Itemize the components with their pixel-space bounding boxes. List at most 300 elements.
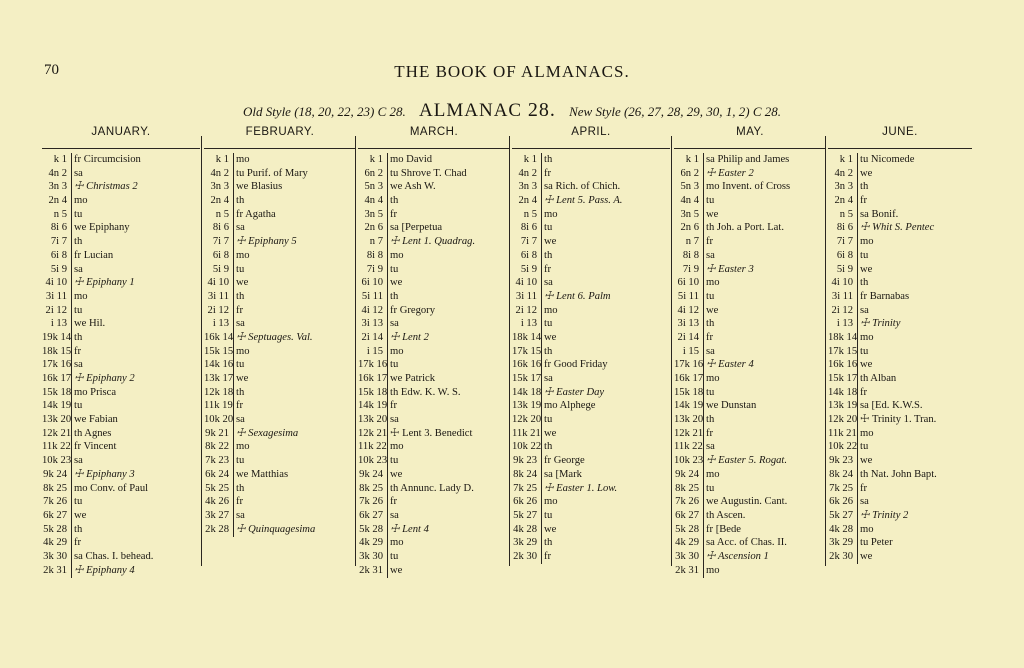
- almanac-number: 28.: [527, 99, 556, 121]
- day-entry: ☩ Easter Day: [544, 386, 605, 398]
- day-row: [828, 413, 972, 427]
- day-number: n 5: [523, 208, 537, 220]
- day-number: k 1: [523, 154, 537, 165]
- day-entry: we: [74, 509, 87, 521]
- day-number: 15k 18: [358, 386, 388, 398]
- day-row: [828, 221, 972, 235]
- day-entry: sa: [236, 318, 245, 330]
- day-number: 2n 6: [680, 222, 699, 234]
- day-number: k 1: [685, 154, 699, 165]
- day-row: [204, 276, 356, 290]
- day-row: [204, 304, 356, 318]
- day-number: 4k 26: [205, 496, 229, 508]
- day-number: 3k 29: [513, 537, 537, 549]
- day-row: [512, 221, 670, 235]
- day-number: 2k 31: [675, 564, 699, 576]
- day-entry: mo Prisca: [74, 386, 117, 398]
- day-entry: th: [236, 386, 245, 398]
- day-entry: we: [860, 263, 873, 275]
- day-entry: mo: [236, 154, 250, 165]
- day-row: [42, 180, 200, 194]
- day-entry: tu: [390, 550, 399, 562]
- day-number: 5i 9: [836, 263, 853, 275]
- day-number: 3k 30: [675, 550, 699, 562]
- day-number: 3n 3: [518, 181, 537, 193]
- day-row: [204, 153, 356, 167]
- day-number: 2k 30: [829, 550, 853, 562]
- header-rule: [204, 148, 356, 149]
- day-number: 6k 24: [205, 468, 229, 480]
- day-row: [204, 221, 356, 235]
- day-row: [828, 358, 972, 372]
- day-number: 13k 17: [204, 373, 234, 384]
- day-entry: sa [Perpetua: [390, 222, 443, 234]
- day-entry: fr: [706, 236, 714, 248]
- day-entry: th: [544, 154, 553, 165]
- day-number: 18k 14: [512, 331, 542, 343]
- day-entry: ☩ Trinity 1. Tran.: [860, 414, 937, 426]
- day-row: [358, 413, 510, 427]
- day-row: [42, 263, 200, 277]
- day-list: [42, 153, 200, 577]
- day-row: [204, 454, 356, 468]
- day-number: 16k 16: [828, 359, 858, 371]
- day-number: k 1: [369, 154, 383, 165]
- day-row: [674, 482, 826, 496]
- day-number: 7i 7: [836, 236, 853, 248]
- day-row: [674, 153, 826, 167]
- day-number: 6i 8: [50, 249, 67, 261]
- day-row: [512, 482, 670, 496]
- day-entry: ☩ Trinity: [860, 318, 901, 330]
- day-row: [674, 180, 826, 194]
- day-entry: sa: [74, 455, 83, 467]
- day-entry: mo: [544, 208, 558, 220]
- day-number: 3i 11: [515, 290, 537, 302]
- day-number: 2i 12: [831, 304, 853, 316]
- day-row: [512, 263, 670, 277]
- day-row: [204, 208, 356, 222]
- day-row: [512, 413, 670, 427]
- day-entry: tu: [860, 441, 869, 453]
- day-number: 2n 4: [210, 195, 229, 207]
- day-entry: fr: [74, 537, 82, 549]
- day-entry: we: [236, 373, 249, 384]
- day-entry: we: [390, 468, 403, 480]
- day-entry: sa: [236, 414, 245, 426]
- day-entry: ☩ Lent 3. Benedict: [390, 427, 473, 439]
- day-row: [42, 468, 200, 482]
- day-number: 8i 8: [366, 249, 383, 261]
- day-row: [512, 454, 670, 468]
- day-entry: we: [860, 167, 873, 179]
- day-number: 9k 24: [675, 468, 699, 480]
- day-row: [42, 495, 200, 509]
- day-number: 15k 18: [674, 386, 704, 398]
- day-row: [358, 358, 510, 372]
- day-row: [358, 153, 510, 167]
- day-entry: fr: [390, 496, 398, 508]
- day-number: 3i 11: [45, 290, 67, 302]
- day-number: n 7: [685, 236, 699, 248]
- day-row: [512, 331, 670, 345]
- day-number: 2i 12: [515, 304, 537, 316]
- month-column-february: [204, 126, 356, 566]
- day-number: 14k 18: [512, 386, 542, 398]
- day-number: 9k 23: [513, 455, 537, 467]
- day-list: [358, 153, 510, 577]
- day-number: 13k 20: [42, 414, 72, 426]
- day-entry: mo Conv. of Paul: [74, 482, 149, 494]
- day-row: [512, 523, 670, 537]
- day-number: i 13: [212, 318, 229, 330]
- month-title: MARCH.: [409, 126, 459, 138]
- day-row: [204, 345, 356, 359]
- day-entry: sa: [860, 304, 869, 316]
- header-rule: [358, 148, 510, 149]
- day-entry: tu: [390, 359, 399, 371]
- day-entry: sa: [390, 509, 399, 521]
- day-entry: th: [74, 523, 83, 535]
- day-number: 18k 15: [42, 345, 72, 357]
- day-number: 8i 6: [50, 222, 67, 234]
- month-column-january: [42, 126, 200, 576]
- day-number: 4n 4: [680, 195, 699, 207]
- day-row: [828, 482, 972, 496]
- day-entry: we: [706, 304, 719, 316]
- day-entry: ☩ Easter 4: [706, 359, 754, 371]
- day-entry: th: [860, 277, 869, 289]
- day-row: [42, 413, 200, 427]
- day-entry: tu: [860, 249, 869, 261]
- day-entry: ☩ Easter 2: [706, 167, 754, 179]
- day-row: [204, 495, 356, 509]
- month-title: FEBRUARY.: [245, 126, 315, 138]
- day-number: 4k 29: [43, 537, 67, 549]
- day-entry: ☩ Epiphany 2: [74, 373, 135, 384]
- day-number: 3n 5: [680, 208, 699, 220]
- day-entry: th Joh. a Port. Lat.: [706, 222, 784, 234]
- day-number: 6i 8: [520, 249, 537, 261]
- day-number: 15k 17: [828, 373, 858, 384]
- day-row: [358, 564, 510, 578]
- day-row: [42, 249, 200, 263]
- day-entry: fr: [544, 167, 552, 179]
- column-divider: [509, 136, 510, 566]
- day-row: [512, 468, 670, 482]
- day-entry: sa [Ed. K.W.S.: [860, 400, 923, 412]
- day-entry: sa Bonif.: [860, 208, 899, 220]
- day-row: [828, 194, 972, 208]
- month-column-may: [674, 126, 826, 576]
- day-entry: th: [544, 441, 553, 453]
- day-entry: sa: [74, 167, 83, 179]
- day-entry: we: [390, 564, 403, 576]
- day-row: [358, 440, 510, 454]
- day-row: [828, 167, 972, 181]
- day-number: 6k 26: [513, 496, 537, 508]
- day-row: [512, 345, 670, 359]
- day-number: 6n 2: [680, 167, 699, 179]
- day-row: [828, 509, 972, 523]
- day-row: [358, 235, 510, 249]
- day-number: 7k 25: [513, 482, 537, 494]
- day-entry: mo: [544, 304, 558, 316]
- day-number: 12k 21: [358, 427, 388, 439]
- day-row: [674, 427, 826, 441]
- day-entry: tu: [544, 414, 553, 426]
- day-number: 3i 11: [831, 290, 853, 302]
- day-number: 3k 29: [829, 537, 853, 549]
- day-row: [674, 317, 826, 331]
- day-entry: fr: [544, 550, 552, 562]
- day-row: [512, 536, 670, 550]
- day-row: [358, 372, 510, 386]
- day-number: 3i 11: [207, 290, 229, 302]
- day-row: [42, 276, 200, 290]
- day-row: [42, 386, 200, 400]
- day-row: [674, 167, 826, 181]
- day-number: 4i 10: [831, 277, 853, 289]
- day-entry: we: [544, 523, 557, 535]
- day-entry: fr Barnabas: [860, 290, 910, 302]
- day-entry: mo: [390, 537, 404, 549]
- day-entry: ☩ Lent 2: [390, 331, 429, 343]
- running-title: THE BOOK OF ALMANACS.: [394, 62, 630, 81]
- day-row: [512, 399, 670, 413]
- day-number: 8i 6: [212, 222, 229, 234]
- day-number: 4k 29: [359, 537, 383, 549]
- day-row: [42, 399, 200, 413]
- month-title: MAY.: [736, 126, 764, 138]
- day-number: n 7: [369, 236, 383, 248]
- day-row: [42, 345, 200, 359]
- column-divider: [201, 136, 202, 566]
- day-row: [204, 413, 356, 427]
- day-row: [358, 180, 510, 194]
- day-number: n 5: [53, 208, 67, 220]
- day-row: [512, 358, 670, 372]
- day-number: 2n 6: [364, 222, 383, 234]
- day-number: 14k 19: [674, 400, 704, 412]
- day-entry: sa: [236, 222, 245, 234]
- day-number: 5k 28: [359, 523, 383, 535]
- day-row: [674, 454, 826, 468]
- month-title: JANUARY.: [91, 126, 151, 138]
- day-row: [204, 482, 356, 496]
- day-row: [828, 290, 972, 304]
- day-row: [42, 372, 200, 386]
- day-entry: tu: [390, 455, 399, 467]
- day-entry: ☩ Lent 4: [390, 523, 429, 535]
- day-entry: fr George: [544, 455, 585, 467]
- day-number: 9k 24: [43, 468, 67, 480]
- day-row: [204, 372, 356, 386]
- day-entry: fr: [544, 263, 552, 275]
- day-row: [828, 399, 972, 413]
- day-entry: sa Philip and James: [706, 154, 790, 165]
- day-row: [512, 276, 670, 290]
- day-entry: th Alban: [860, 373, 897, 384]
- day-entry: th: [74, 236, 83, 248]
- day-entry: tu Nicomede: [860, 154, 915, 165]
- day-entry: fr Agatha: [236, 208, 276, 220]
- month-column-april: [512, 126, 670, 566]
- day-list: [828, 153, 972, 564]
- day-entry: mo: [706, 468, 720, 480]
- day-entry: tu: [74, 400, 83, 412]
- day-entry: ☩ Whit S. Pentec: [860, 222, 935, 234]
- day-entry: sa: [544, 277, 553, 289]
- day-entry: th: [390, 195, 399, 207]
- day-row: [42, 482, 200, 496]
- day-entry: tu: [544, 509, 553, 521]
- day-number: 5k 27: [513, 509, 537, 521]
- day-number: 10k 23: [358, 455, 388, 467]
- day-row: [674, 550, 826, 564]
- day-number: 8k 25: [43, 482, 67, 494]
- day-entry: mo: [706, 277, 720, 289]
- day-entry: we Matthias: [236, 468, 289, 480]
- day-row: [42, 290, 200, 304]
- day-row: [42, 317, 200, 331]
- day-row: [358, 550, 510, 564]
- day-number: 3k 30: [359, 550, 383, 562]
- day-row: [828, 317, 972, 331]
- day-row: [42, 550, 200, 564]
- day-entry: fr Good Friday: [544, 359, 608, 371]
- day-row: [512, 427, 670, 441]
- day-entry: ☩ Easter 5. Rogat.: [706, 455, 787, 467]
- month-title: JUNE.: [882, 126, 918, 138]
- day-entry: th: [860, 181, 869, 193]
- day-row: [828, 153, 972, 167]
- day-row: [204, 509, 356, 523]
- day-row: [828, 495, 972, 509]
- day-entry: sa: [390, 414, 399, 426]
- day-row: [674, 495, 826, 509]
- day-number: 7k 26: [43, 496, 67, 508]
- day-number: 5n 3: [364, 181, 383, 193]
- day-entry: we: [544, 331, 557, 343]
- day-number: 8i 8: [682, 249, 699, 261]
- day-row: [358, 331, 510, 345]
- day-row: [674, 386, 826, 400]
- day-row: [512, 249, 670, 263]
- day-number: 3n 5: [364, 208, 383, 220]
- day-number: 11k 21: [512, 427, 541, 439]
- day-row: [674, 221, 826, 235]
- day-row: [42, 235, 200, 249]
- day-row: [358, 263, 510, 277]
- day-row: [204, 290, 356, 304]
- day-number: 4i 12: [677, 304, 699, 316]
- day-entry: mo Invent. of Cross: [706, 181, 791, 193]
- day-row: [674, 290, 826, 304]
- day-row: [674, 413, 826, 427]
- day-row: [358, 304, 510, 318]
- day-entry: mo: [236, 345, 250, 357]
- day-number: 2n 4: [518, 195, 537, 207]
- header-rule: [674, 148, 826, 149]
- day-number: 17k 16: [674, 359, 704, 371]
- day-entry: we: [860, 455, 873, 467]
- day-entry: tu Shrove T. Chad: [390, 167, 467, 179]
- day-entry: fr: [706, 427, 714, 439]
- day-number: 17k 16: [42, 359, 72, 371]
- day-row: [358, 167, 510, 181]
- day-row: [828, 208, 972, 222]
- day-row: [358, 509, 510, 523]
- month-column-june: [828, 126, 972, 566]
- almanac-title: [419, 100, 556, 121]
- day-row: [204, 235, 356, 249]
- day-entry: ☩ Lent 6. Palm: [544, 290, 611, 302]
- day-entry: fr Lucian: [74, 249, 114, 261]
- day-row: [358, 427, 510, 441]
- day-entry: th Agnes: [74, 427, 112, 439]
- day-entry: sa: [706, 249, 715, 261]
- day-entry: tu: [706, 290, 715, 302]
- day-number: n 5: [215, 208, 229, 220]
- day-number: n 5: [839, 208, 853, 220]
- day-number: 9k 23: [829, 455, 853, 467]
- day-number: i 13: [520, 318, 537, 330]
- day-number: 13k 19: [512, 400, 542, 412]
- day-entry: sa Rich. of Chich.: [544, 181, 621, 193]
- day-row: [204, 249, 356, 263]
- day-entry: fr Gregory: [390, 304, 436, 316]
- day-number: k 1: [215, 154, 229, 165]
- day-entry: ☩ Trinity 2: [860, 509, 909, 521]
- day-number: 10k 20: [204, 414, 234, 426]
- day-row: [358, 249, 510, 263]
- day-number: 6n 2: [364, 167, 383, 179]
- day-number: 14k 19: [42, 400, 72, 412]
- day-row: [204, 523, 356, 537]
- day-number: 4i 10: [515, 277, 537, 289]
- day-row: [204, 427, 356, 441]
- day-number: 5k 27: [829, 509, 853, 521]
- day-row: [204, 440, 356, 454]
- day-entry: we Patrick: [390, 373, 436, 384]
- day-entry: th: [236, 290, 245, 302]
- day-entry: we: [236, 277, 249, 289]
- day-number: 13k 20: [674, 414, 704, 426]
- day-row: [358, 208, 510, 222]
- day-number: k 1: [53, 154, 67, 165]
- day-number: 8k 24: [829, 468, 853, 480]
- day-row: [674, 358, 826, 372]
- day-entry: fr: [390, 208, 398, 220]
- day-number: 7k 26: [675, 496, 699, 508]
- day-row: [828, 331, 972, 345]
- day-number: 3n 3: [48, 181, 67, 193]
- almanac-label: ALMANAC: [419, 100, 523, 121]
- day-entry: sa [Mark: [544, 468, 582, 480]
- day-number: 7k 26: [359, 496, 383, 508]
- day-row: [204, 317, 356, 331]
- day-number: 2k 30: [513, 550, 537, 562]
- day-number: 5k 28: [675, 523, 699, 535]
- day-entry: tu: [390, 263, 399, 275]
- day-row: [204, 386, 356, 400]
- day-row: [828, 523, 972, 537]
- day-number: 9k 24: [359, 468, 383, 480]
- day-row: [674, 564, 826, 578]
- day-number: 5i 9: [212, 263, 229, 275]
- day-number: i 15: [682, 345, 699, 357]
